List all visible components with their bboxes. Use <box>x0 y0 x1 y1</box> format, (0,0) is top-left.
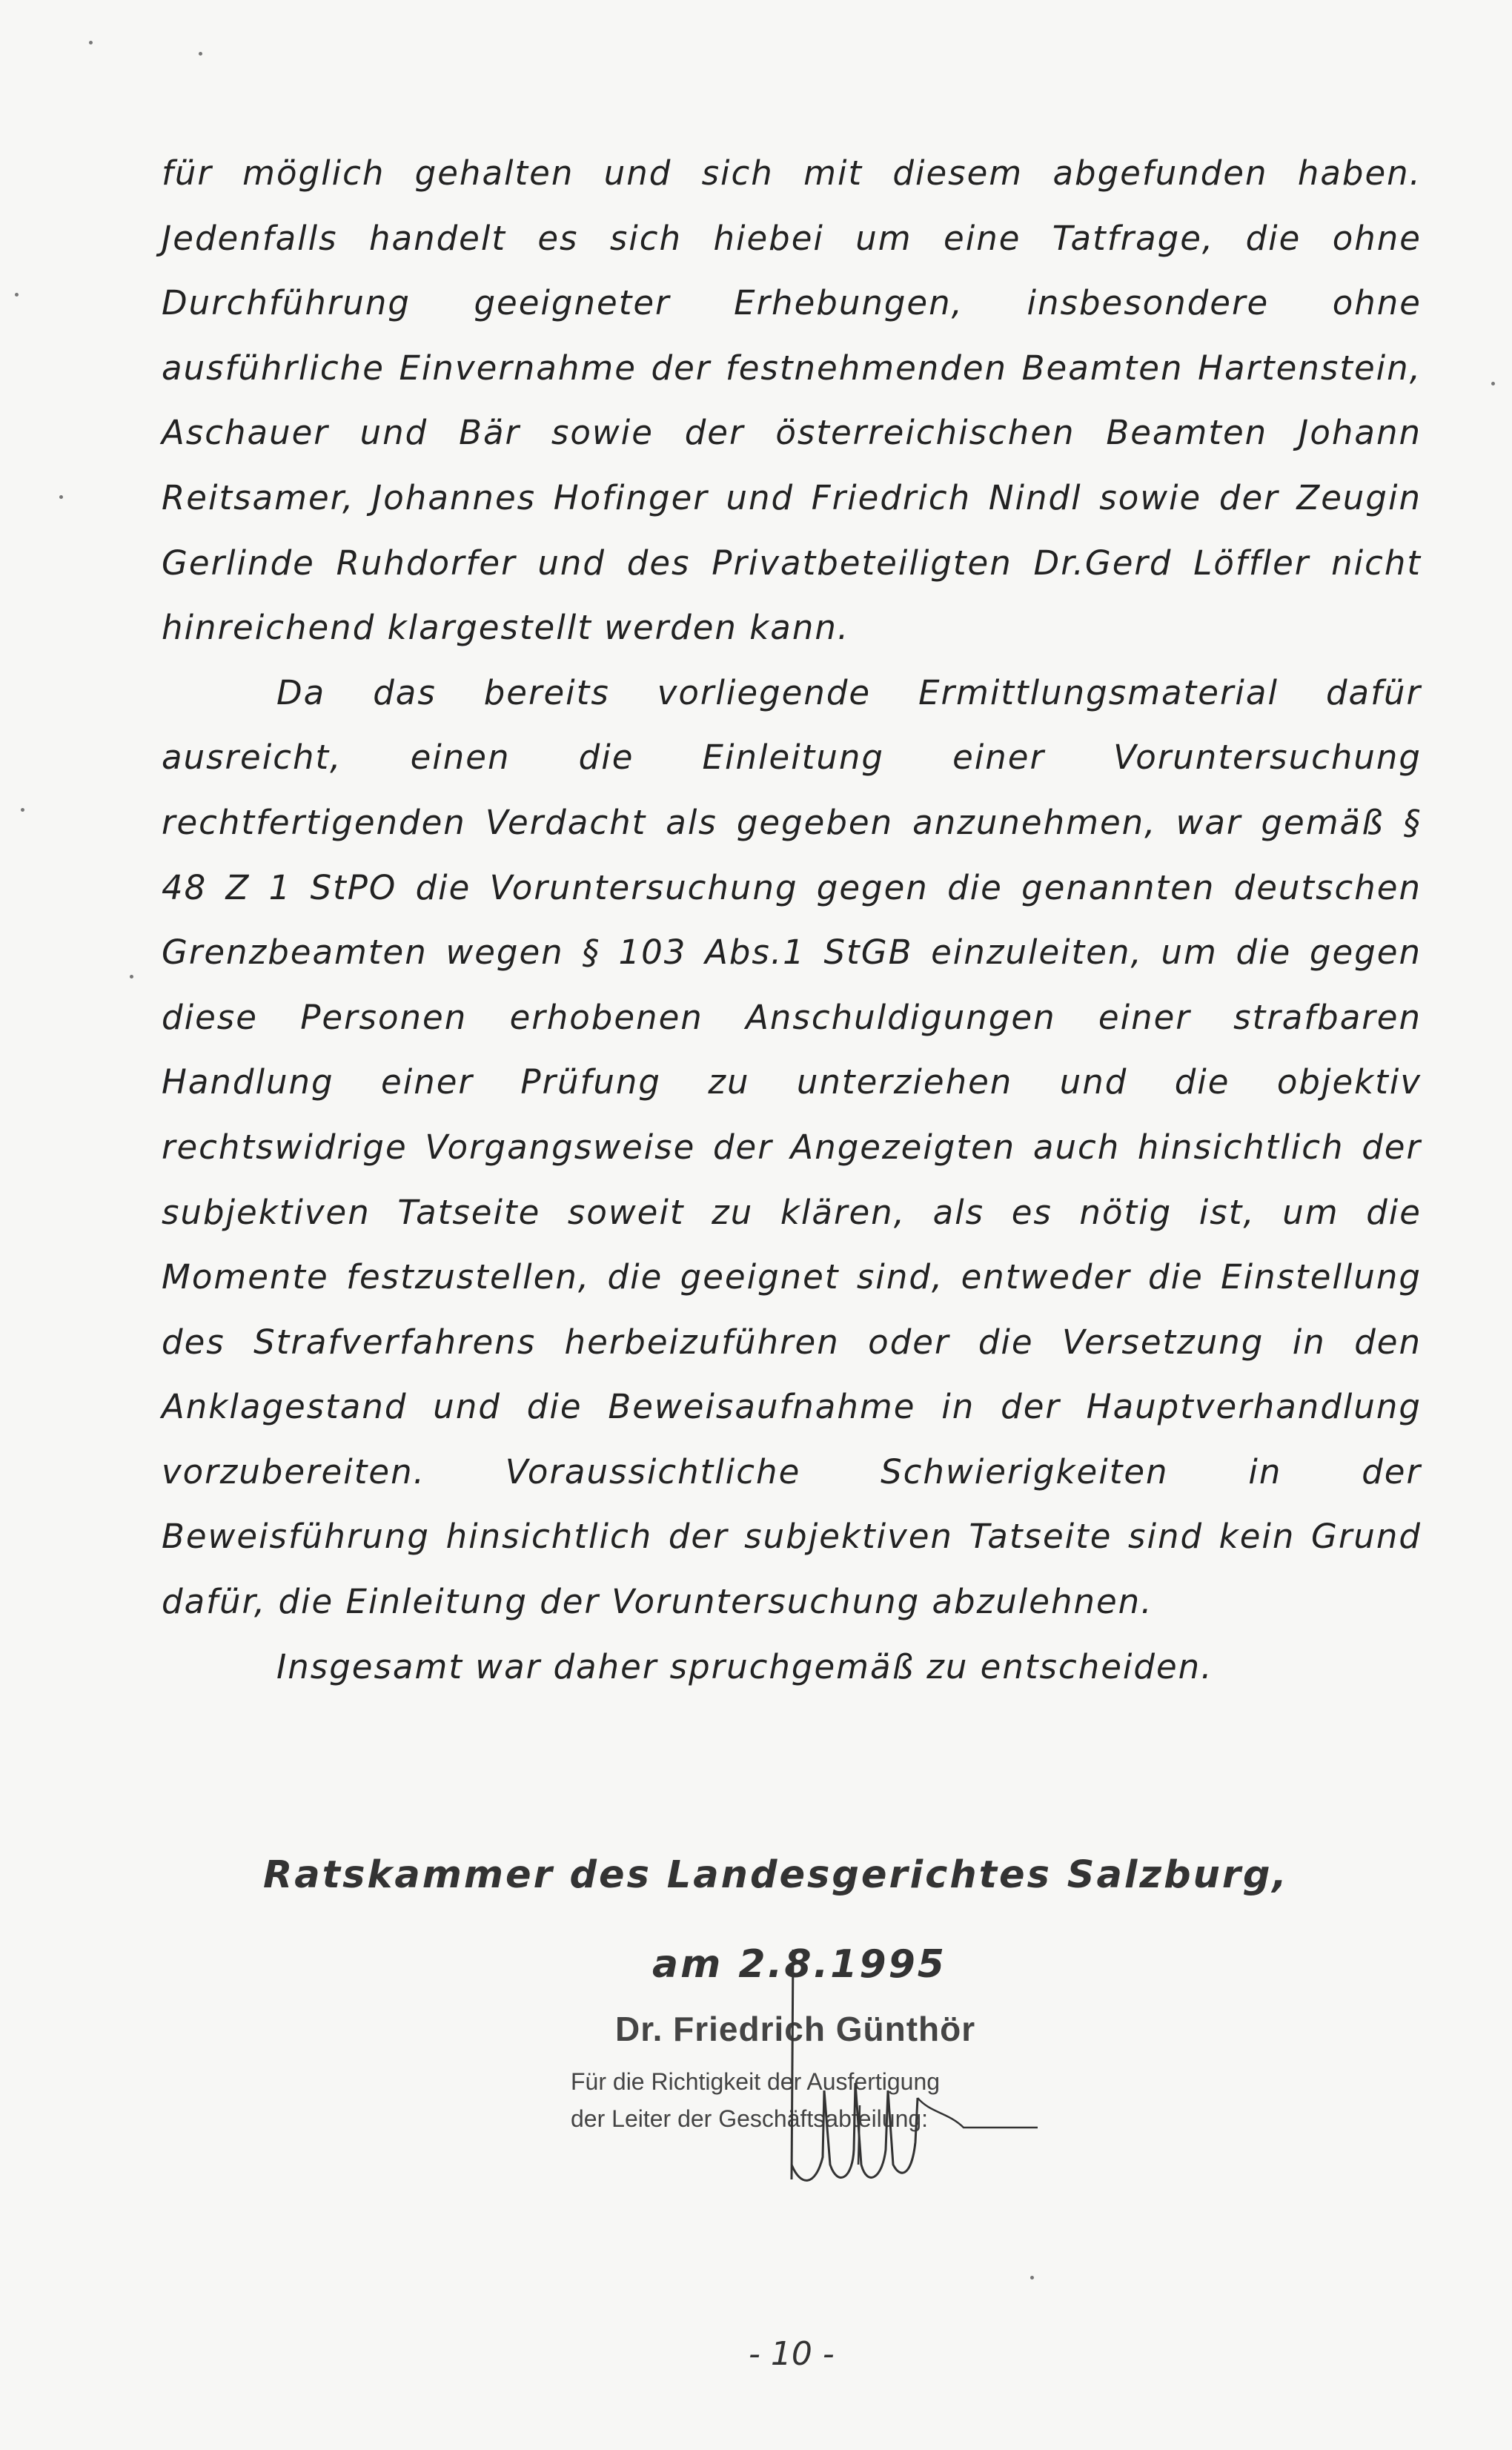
scan-speck <box>59 495 63 499</box>
body-text <box>162 141 1422 1699</box>
paragraph-2: Da das bereits vorliegende Ermittlungsmaterial dafür ausreicht, einen die Einleitung einer Voruntersuchung rechtfertigenden Verdacht als gegeben anzunehmen, war gemäß § 48 Z 1 StPO die Voruntersuchung gegen die genannten deutschen Grenzbeamten wegen § 103 Abs.1 StGB einzuleiten, um die gegen diese Personen erhobenen Anschuldigungen einer strafbaren Handlung einer Prüfung zu unterziehen und die objektiv rechtswidrige Vorgangsweise der Angezeigten auch hinsichtlich der subjektiven Tatseite soweit zu klären, als es nötig ist, um die Momente festzustellen, die geeignet sind, entweder die Einstellung des Strafverfahrens herbeizuführen oder die Versetzung in den Anklagestand und die Beweisaufnahme in der Hauptverhandlung vorzubereiten. Voraussichtliche Schwierigkeiten in der Beweisführung hinsichtlich der subjektiven Tatseite sind kein Grund dafür, die Einleitung der Voruntersuchung abzulehnen. <box>162 672 1422 1622</box>
paragraph-3: Insgesamt war daher spruchgemäß zu entscheiden. <box>276 1646 1213 1686</box>
court-name: Ratskammer des Landesgerichtes Salzburg, <box>263 1853 1289 1897</box>
stamp-line-2: der Leiter der Geschäftsabteilung: <box>571 2105 929 2132</box>
page-number: - 10 - <box>749 2335 835 2373</box>
decision-date: am 2.8.1995 <box>652 1942 946 1987</box>
stamp-line-1: Für die Richtigkeit der Ausfertigung <box>571 2068 941 2095</box>
scan-speck <box>199 52 202 56</box>
scan-speck <box>89 41 93 44</box>
handwritten-signature <box>771 1942 1082 2187</box>
scan-speck <box>1491 382 1495 385</box>
scan-speck <box>21 808 24 812</box>
scan-speck <box>130 975 133 979</box>
scan-speck <box>15 293 19 297</box>
paragraph-1: für möglich gehalten und sich mit diesem abgefunden haben. Jedenfalls handelt es sich hiebei um eine Tatfrage, die ohne Durchführung geeigneter Erhebungen, insbesondere ohne ausführliche Einvernahme der festnehmenden Beamten Hartenstein, Aschauer und Bär sowie der österreichischen Beamten Johann Reitsamer, Johannes Hofinger und Friedrich Nindl sowie der Zeugin Gerlinde Ruhdorfer und des Privatbeteiligten Dr.Gerd Löffler nicht hinreichend klargestellt werden kann. <box>162 153 1422 648</box>
scan-speck <box>1030 2276 1034 2280</box>
stamp-name: Dr. Friedrich Günthör <box>615 2010 976 2048</box>
